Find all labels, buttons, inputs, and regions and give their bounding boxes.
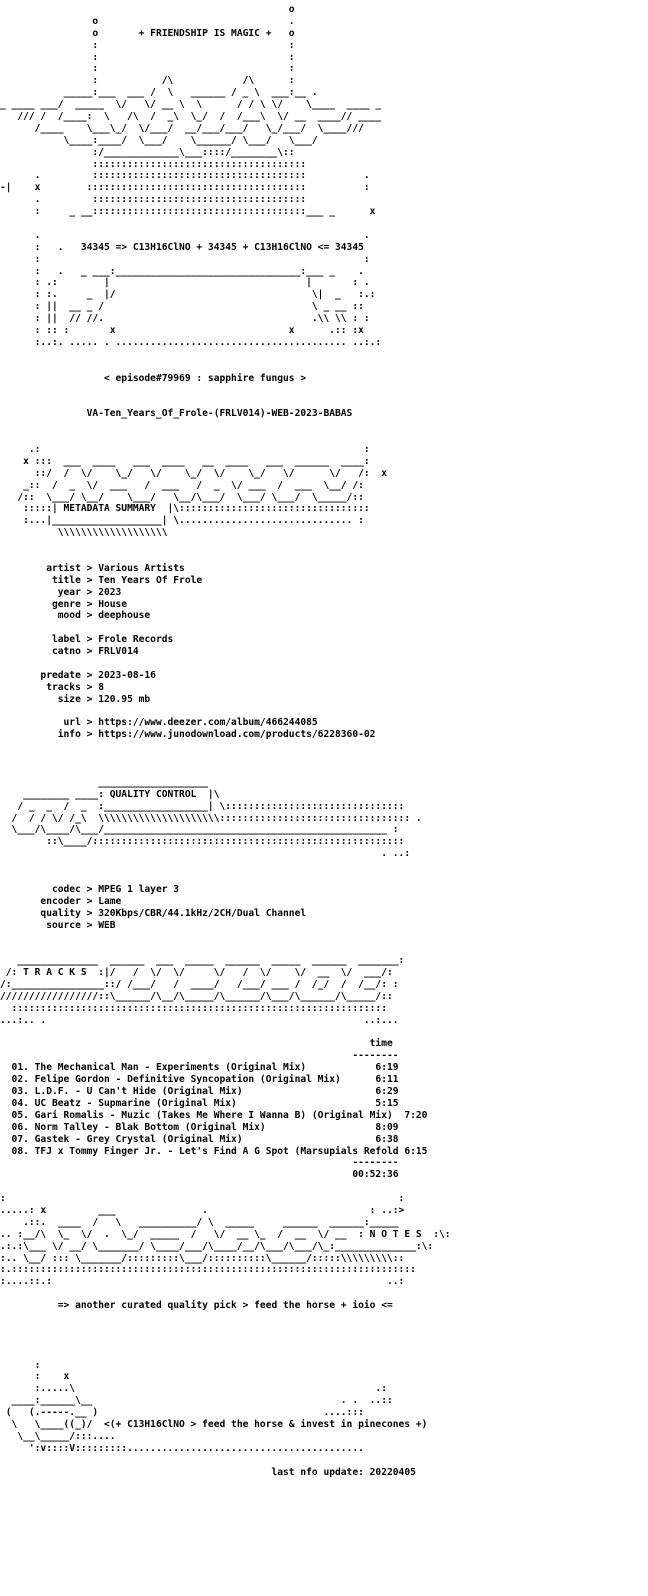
nfo-line — [0, 741, 451, 753]
nfo-line: : .: | | : . — [0, 277, 370, 289]
nfo-line: .. :__/\ \_ \/ . \_/ _____ / \/ __ \_ / __ \/ __ : N O T E S :\: — [0, 1228, 451, 1240]
nfo-line: : : — [0, 39, 295, 51]
nfo-line: : /\ /\ : — [0, 75, 295, 87]
nfo-line: \___/\____/\___/_________________________________________________ : — [0, 824, 399, 836]
nfo-line: o — [0, 4, 295, 15]
nfo-line: :..:. ..... . ........................................ ..:.: — [0, 336, 382, 348]
nfo-line: ::::::::::::::::::::::::::::::::::::::::::::::::::::::::::::::::: — [0, 1002, 387, 1014]
nfo-line: :...|___________________| \.............................. : — [0, 515, 364, 527]
nfo-line: : : — [0, 1193, 405, 1205]
nfo-line: codec > MPEG 1 layer 3 — [0, 883, 180, 895]
nfo-line: .....: x ___ . : ..:> — [0, 1204, 405, 1216]
nfo-line — [0, 1336, 451, 1348]
nfo-line: : || // //. .\\ \\ : : — [0, 313, 370, 325]
nfo-line — [0, 1288, 451, 1300]
nfo-line: :.. \__/ ::: \_______/:::::::::\___/::::::::::\______/:::::\\\\\\\\\:: — [0, 1252, 405, 1264]
nfo-line — [0, 622, 451, 634]
nfo-line: => another curated quality pick > feed the horse + ioio <= — [0, 1300, 393, 1312]
nfo-line: title > Ten Years Of Frole — [0, 574, 203, 586]
nfo-line — [0, 1312, 451, 1324]
nfo-line — [0, 420, 451, 432]
nfo-line — [0, 218, 451, 230]
nfo-line: encoder > Lame — [0, 895, 122, 907]
nfo-line: VA-Ten_Years_Of_Frole-(FRLV014)-WEB-2023-BABAS — [0, 408, 353, 420]
nfo-line: tracks > 8 — [0, 681, 104, 693]
nfo-line: quality > 320Kbps/CBR/44.1kHz/2CH/Dual Channel — [0, 907, 307, 919]
nfo-line: /// / /____: \ /\ / _\ \_/ / /___\ \/ __ ____// ____ — [0, 111, 382, 123]
nfo-line: : . _ ___:________________________________:___ _ . — [0, 265, 364, 277]
nfo-line: ____:______\__ . . ..:: — [0, 1395, 393, 1407]
nfo-line: .: : — [0, 443, 370, 455]
nfo-line: artist > Various Artists — [0, 562, 185, 574]
nfo-line: : :: : x x .:: :x — [0, 325, 364, 337]
nfo-line: : x — [0, 1371, 70, 1383]
nfo-line — [0, 943, 451, 955]
nfo-line: < episode#79969 : sapphire fungus > — [0, 372, 307, 384]
nfo-line: /:________________::/ /___/ / ____/ /___/ ___ / /_/ / /__/: : — [0, 979, 399, 991]
nfo-line: 02. Felipe Gordon - Definitive Syncopation (Original Mix) 6:11 — [0, 1074, 399, 1086]
nfo-line — [0, 658, 451, 670]
nfo-line: :::::| METADATA SUMMARY |\::::::::::::::::::::::::::::::::: — [0, 503, 370, 515]
nfo-line: : : — [0, 63, 295, 75]
nfo-line: /: T R A C K S :|/ / \/ \/ \/ / \/ \/ __ \/ ___/: — [0, 967, 393, 979]
nfo-line: 00:52:36 — [0, 1169, 399, 1181]
nfo-line: : : — [0, 253, 370, 265]
nfo-line: -| x :::::::::::::::::::::::::::::::::::::: : — [0, 182, 370, 194]
nfo-line: _ ____ ___/ _____ \/ \/ __ \ \ / / \ \/ \____ ____ _ — [0, 99, 382, 111]
nfo-line: : : — [0, 51, 295, 63]
nfo-line: 01. The Mechanical Man - Experiments (Original Mix) 6:19 — [0, 1062, 399, 1074]
nfo-line — [0, 765, 451, 777]
nfo-line: ________ ____: QUALITY CONTROL |\ — [0, 788, 220, 800]
nfo-line: / / / \/ /_\ \\\\\\\\\\\\\\\\\\\\\::::::::::::::::::::::::::::::::: . — [0, 812, 422, 824]
nfo-line: : :. _ |/ \| _ :.: — [0, 289, 376, 301]
nfo-line: /:: \___/ \__/ \___/ \__/\___/ \___/ \___/ \_____/:: — [0, 491, 364, 503]
nfo-line: ::::::::::::::::::::::::::::::::::::: — [0, 158, 307, 170]
nfo-line: : . 34345 => C13H16ClNO + 34345 + C13H16ClNO <= 34345 — [0, 241, 364, 253]
nfo-line: .::. ____ / \ __________/ \ _____ ______ ______:_____ — [0, 1216, 399, 1228]
nfo-line: -------- — [0, 1157, 399, 1169]
nfo-line: . ..: — [0, 848, 411, 860]
nfo-line — [0, 1324, 451, 1336]
nfo-line: / _ _ / _ :__________________| \::::::::::::::::::::::::::::::: — [0, 800, 405, 812]
nfo-line: year > 2023 — [0, 586, 122, 598]
nfo-line — [0, 706, 451, 718]
nfo-line: : || __ _ / \ _ __ :: — [0, 301, 364, 313]
nfo-line: ( (.-----.__ ) ....::: — [0, 1407, 364, 1419]
nfo-line: . ::::::::::::::::::::::::::::::::::::: . — [0, 170, 370, 182]
nfo-line — [0, 1027, 451, 1039]
nfo-line: catno > FRLV014 — [0, 646, 139, 658]
nfo-line: source > WEB — [0, 919, 116, 931]
nfo-line — [0, 539, 451, 551]
nfo-line: 08. TFJ x Tommy Finger Jr. - Let's Find A G Spot (Marsupials Refold 6:15 — [0, 1145, 428, 1157]
nfo-line — [0, 860, 451, 872]
nfo-line: :/_____________\___::::/________\:: — [0, 146, 295, 158]
nfo-line: predate > 2023-08-16 — [0, 669, 156, 681]
nfo-line: /____ \___\_/ \/___/ __/___/___/ \_/___/ \____/// — [0, 122, 364, 134]
nfo-line: ':v::::V:::::::::......................................... — [0, 1442, 364, 1454]
nfo-line: _____:___ ___ / \ ______ / _ \ ___:__ . — [0, 87, 318, 99]
nfo-line — [0, 432, 451, 444]
nfo-line — [0, 1348, 451, 1360]
nfo-line: . . — [0, 229, 370, 241]
nfo-line: url > https://www.deezer.com/album/466244085 — [0, 717, 318, 729]
nfo-line — [0, 385, 451, 397]
nfo-line: ::\____/:::::::::::::::::::::::::::::::::::::::::::::::::::::: — [0, 836, 405, 848]
nfo-line: ___________________ — [0, 776, 208, 788]
nfo-line — [0, 931, 451, 943]
nfo-line — [0, 361, 451, 373]
nfo-document — [0, 4, 451, 1478]
nfo-line: ______________ ______ ___ _____ ______ _____ ______ _______: — [0, 955, 405, 967]
nfo-line: size > 120.95 mb — [0, 693, 151, 705]
nfo-line: 06. Norm Talley - Blak Bottom (Original Mix) 8:09 — [0, 1121, 399, 1133]
nfo-line: \\\\\\\\\\\\\\\\\\\ — [0, 527, 168, 539]
nfo-line — [0, 872, 451, 884]
nfo-line: . ::::::::::::::::::::::::::::::::::::: — [0, 194, 307, 206]
nfo-line: :.:::::::::::::::::::::::::::::::::::::::::::::::::::::::::::::::::::::: — [0, 1264, 416, 1276]
nfo-line: .:.:\___ \/ __/ \_______/ \____/___/\____/__/\___/\___/\_:______________:\: — [0, 1240, 434, 1252]
nfo-line: : — [0, 1359, 41, 1371]
nfo-line: x ::: ___ ____ ___ ____ __ ____ ___ ______ ____: — [0, 455, 370, 467]
nfo-line — [0, 1455, 451, 1467]
nfo-line: \__\_____/:::.... — [0, 1430, 116, 1442]
nfo-line: -------- — [0, 1050, 399, 1062]
nfo-line: label > Frole Records — [0, 634, 174, 646]
nfo-line: 04. UC Beatz - Supmarine (Original Mix) 5:15 — [0, 1097, 399, 1109]
nfo-line — [0, 551, 451, 563]
nfo-line — [0, 753, 451, 765]
nfo-line: 07. Gastek - Grey Crystal (Original Mix) 6:38 — [0, 1133, 399, 1145]
nfo-line: 03. L.D.F. - U Can't Hide (Original Mix) 6:29 — [0, 1086, 399, 1098]
nfo-line: ...:.. . ..:... — [0, 1014, 399, 1026]
nfo-line: o . — [0, 15, 295, 27]
nfo-line: \____:____/ \___/ \______/ \___/ \___/ — [0, 134, 318, 146]
nfo-line: o + FRIENDSHIP IS MAGIC + o — [0, 27, 295, 39]
nfo-line — [0, 1181, 451, 1193]
nfo-line — [0, 396, 451, 408]
nfo-line: ::/ / \/ \_/ \/ \_/ \/ \_/ \/ \/ /: x — [0, 467, 387, 479]
nfo-line: /////////////////::\______/\__/\_____/\______/\___/\______/\_____/:: — [0, 990, 393, 1002]
nfo-line: genre > House — [0, 598, 128, 610]
nfo-line: time — [0, 1038, 393, 1050]
nfo-line — [0, 349, 451, 361]
nfo-line: mood > deephouse — [0, 610, 151, 622]
nfo-line: :....::.: ..: — [0, 1276, 405, 1288]
nfo-line: :.....\ .: — [0, 1383, 387, 1395]
nfo-line: 05. Gari Romalis - Muzic (Takes Me Where I Wanna B) (Original Mix) 7:20 — [0, 1109, 428, 1121]
nfo-line: last nfo update: 20220405 — [0, 1466, 416, 1478]
nfo-line: _:: / _ \/ ___ / ___ / _ \/ ___ / ___ \__/ /: — [0, 479, 364, 491]
nfo-line: : _ __:::::::::::::::::::::::::::::::::::::___ _ x — [0, 206, 376, 218]
nfo-line: \ \____((_)/ <(+ C13H16ClNO > feed the horse & invest in pinecones +) — [0, 1418, 428, 1430]
nfo-line: info > https://www.junodownload.com/products/6228360-02 — [0, 729, 376, 741]
